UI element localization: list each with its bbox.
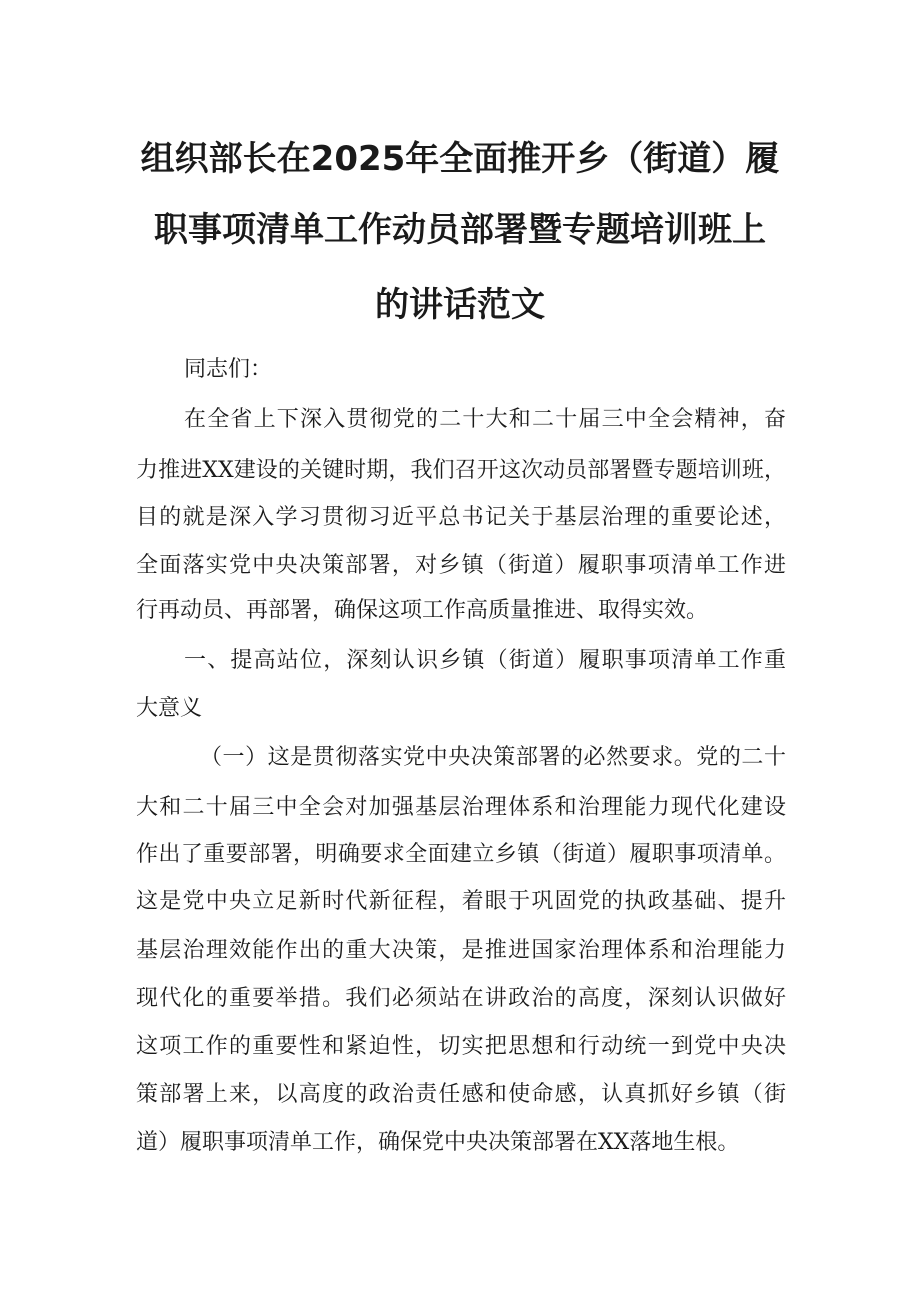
- paragraph-1-line-1: 在全省上下深入贯彻党的二十大和二十届三中全会精神，奋: [184, 407, 786, 432]
- paragraph-2-line-4: 这是党中央立足新时代新征程，着眼于巩固党的执政基础、提升: [136, 889, 786, 914]
- paragraph-1-line-3: 目的就是深入学习贯彻习近平总书记关于基层治理的重要论述，: [136, 505, 786, 530]
- document-title-line-2: 职事项清单工作动员部署暨专题培训班上: [154, 210, 766, 250]
- heading-1-line-2: 大意义: [136, 696, 203, 721]
- document-title-line-3: 的讲话范文: [375, 285, 545, 325]
- paragraph-2-line-7: 这项工作的重要性和紧迫性，切实把思想和行动统一到党中央决: [136, 1034, 786, 1059]
- paragraph-2-line-9: 道）履职事项清单工作，确保党中央决策部署在XX落地生根。: [136, 1130, 740, 1155]
- paragraph-1-line-2: 力推进XX建设的关键时期，我们召开这次动员部署暨专题培训班，: [136, 458, 786, 483]
- paragraph-2-line-5: 基层治理效能作出的重大决策，是推进国家治理体系和治理能力: [136, 938, 786, 963]
- paragraph-1-line-4: 全面落实党中央决策部署，对乡镇（街道）履职事项清单工作进: [136, 553, 786, 578]
- paragraph-2-line-6: 现代化的重要举措。我们必须站在讲政治的高度，深刻认识做好: [136, 986, 786, 1011]
- document-title-line-1: 组织部长在2025年全面推开乡（街道）履: [140, 139, 780, 179]
- heading-1-line-1: 一、提高站位，深刻认识乡镇（街道）履职事项清单工作重: [184, 648, 786, 673]
- paragraph-1-line-5: 行再动员、再部署，确保这项工作高质量推进、取得实效。: [136, 598, 709, 623]
- paragraph-2-line-8: 策部署上来，以高度的政治责任感和使命感，认真抓好乡镇（街: [136, 1082, 786, 1107]
- paragraph-2-line-3: 作出了重要部署，明确要求全面建立乡镇（街道）履职事项清单。: [136, 842, 786, 867]
- salutation: 同志们：: [184, 357, 273, 382]
- paragraph-2-line-2: 大和二十届三中全会对加强基层治理体系和治理能力现代化建设: [136, 795, 786, 820]
- paragraph-2-line-1: （一）这是贯彻落实党中央决策部署的必然要求。党的二十: [200, 745, 786, 770]
